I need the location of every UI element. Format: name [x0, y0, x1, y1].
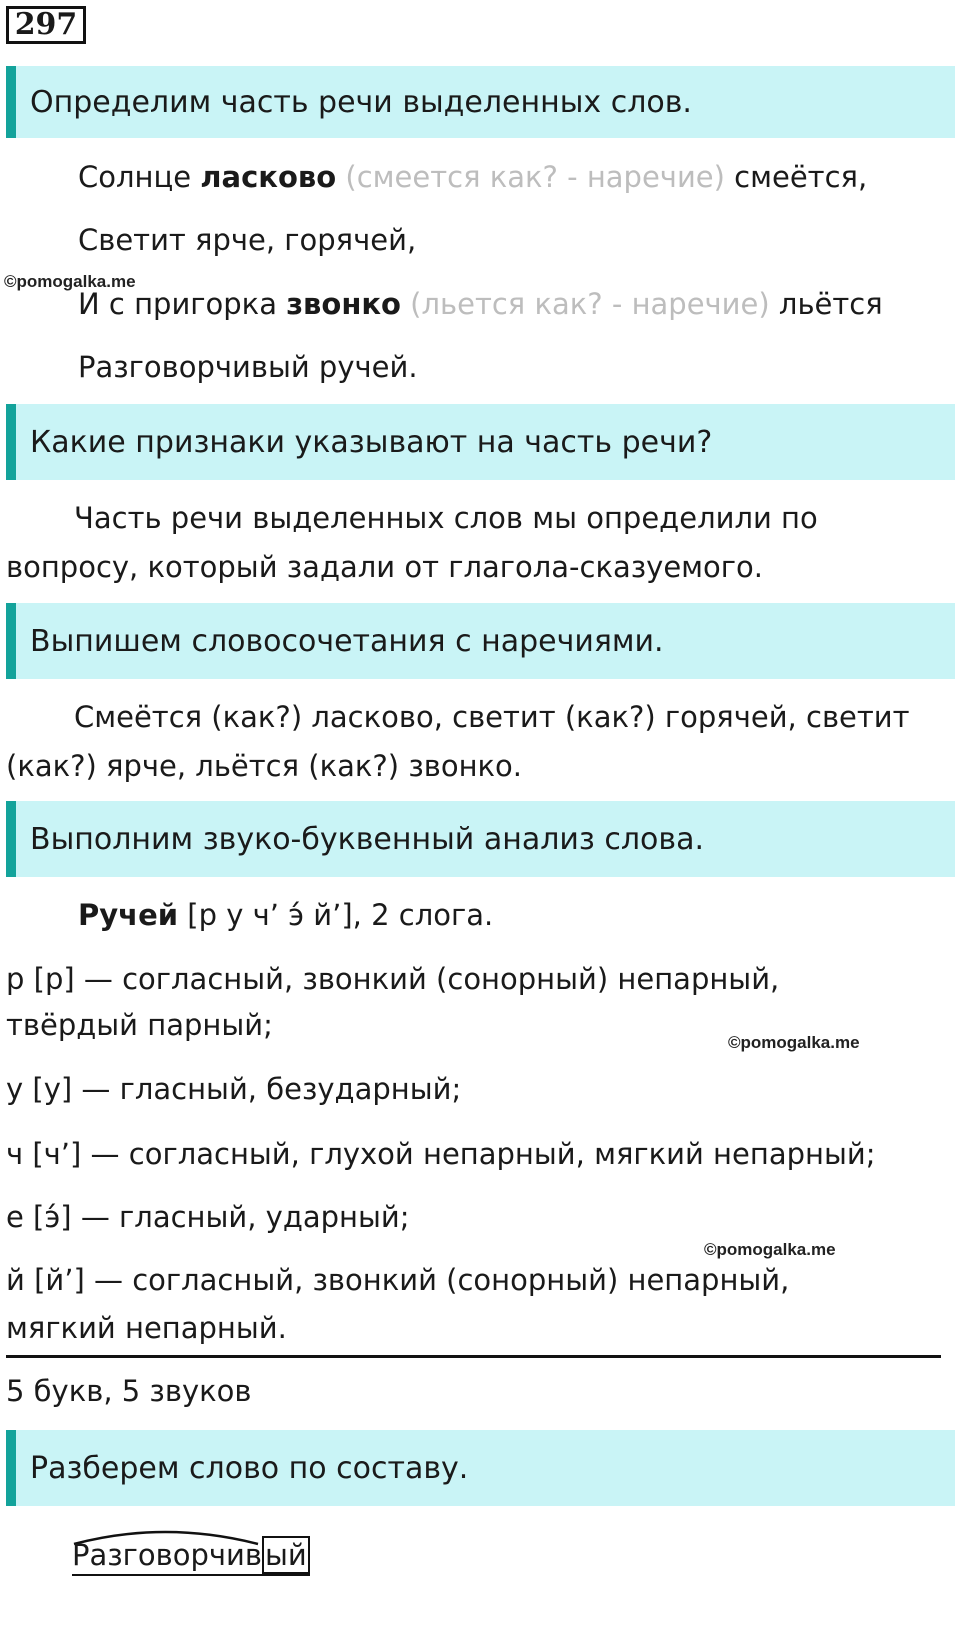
sound-e-line: е [э́] — гласный, ударный; — [6, 1200, 410, 1234]
question-heading-morphemes — [6, 1430, 955, 1506]
sound-y-line-1: й [й’] — согласный, звонкий (сонорный) непарный, — [6, 1263, 790, 1297]
word-stem: Разговорчив — [72, 1538, 262, 1572]
word-transcription — [78, 898, 493, 932]
question-heading-part-of-speech — [6, 66, 955, 138]
morpheme-parse — [70, 1518, 310, 1628]
answer-paragraph — [6, 494, 946, 592]
divider — [6, 1355, 941, 1358]
phrases-paragraph — [6, 693, 946, 791]
heading-text: Выпишем словосочетания с наречиями. — [30, 623, 664, 659]
watermark: ©pomogalka.me — [728, 1033, 860, 1052]
sound-y-line-2: мягкий непарный. — [6, 1311, 287, 1345]
sound-r-line-2: твёрдый парный; — [6, 1008, 273, 1042]
answer-line: Часть речи выделенных слов мы определили по — [74, 501, 818, 535]
letters-sounds-summary: 5 букв, 5 звуков — [6, 1374, 252, 1408]
sound-ch-line: ч [ч’] — согласный, глухой непарный, мягкий непарный; — [6, 1137, 876, 1171]
poem-line-1 — [78, 160, 867, 194]
heading-text: Разберем слово по составу. — [30, 1450, 469, 1486]
sound-u-line: у [у] — гласный, безударный; — [6, 1072, 462, 1106]
sound-r-line-1: р [р] — согласный, звонкий (сонорный) непарный, — [6, 962, 780, 996]
heading-text: Какие признаки указывают на часть речи? — [30, 424, 713, 460]
poem-text: льётся — [769, 287, 883, 321]
question-heading-features — [6, 404, 955, 480]
poem-text: Солнце — [78, 160, 201, 194]
highlighted-word: ласково — [200, 160, 337, 194]
poem-line-4: Разговорчивый ручей. — [78, 350, 418, 384]
grey-annotation: (льется как? - наречие) — [400, 287, 770, 321]
word-ending-box: ый — [262, 1536, 310, 1574]
poem-line-2: Светит ярче, горячей, — [78, 223, 417, 257]
heading-text: Выполним звуко-буквенный анализ слова. — [30, 821, 705, 857]
watermark: ©pomogalka.me — [704, 1240, 836, 1259]
poem-text: смеётся, — [724, 160, 868, 194]
poem-text: И с пригорка — [78, 287, 287, 321]
analyzed-word: Ручей — [78, 898, 179, 932]
heading-text: Определим часть речи выделенных слов. — [30, 84, 692, 120]
grey-annotation: (смеется как? - наречие) — [336, 160, 725, 194]
phrases-line: (как?) ярче, льётся (как?) звонко. — [6, 749, 523, 783]
phrases-line: Смеётся (как?) ласково, светит (как?) горячей, светит — [74, 700, 910, 734]
watermark: ©pomogalka.me — [4, 272, 136, 291]
question-heading-phonetic — [6, 801, 955, 877]
morpheme-word — [72, 1536, 310, 1576]
answer-line: вопросу, который задали от глагола-сказуемого. — [6, 550, 763, 584]
question-heading-phrases — [6, 603, 955, 679]
poem-line-3 — [78, 287, 883, 321]
transcription-text: [р у ч’ э́ й’], 2 слога. — [178, 898, 494, 932]
highlighted-word: звонко — [286, 287, 401, 321]
exercise-number: 297 — [6, 6, 86, 44]
